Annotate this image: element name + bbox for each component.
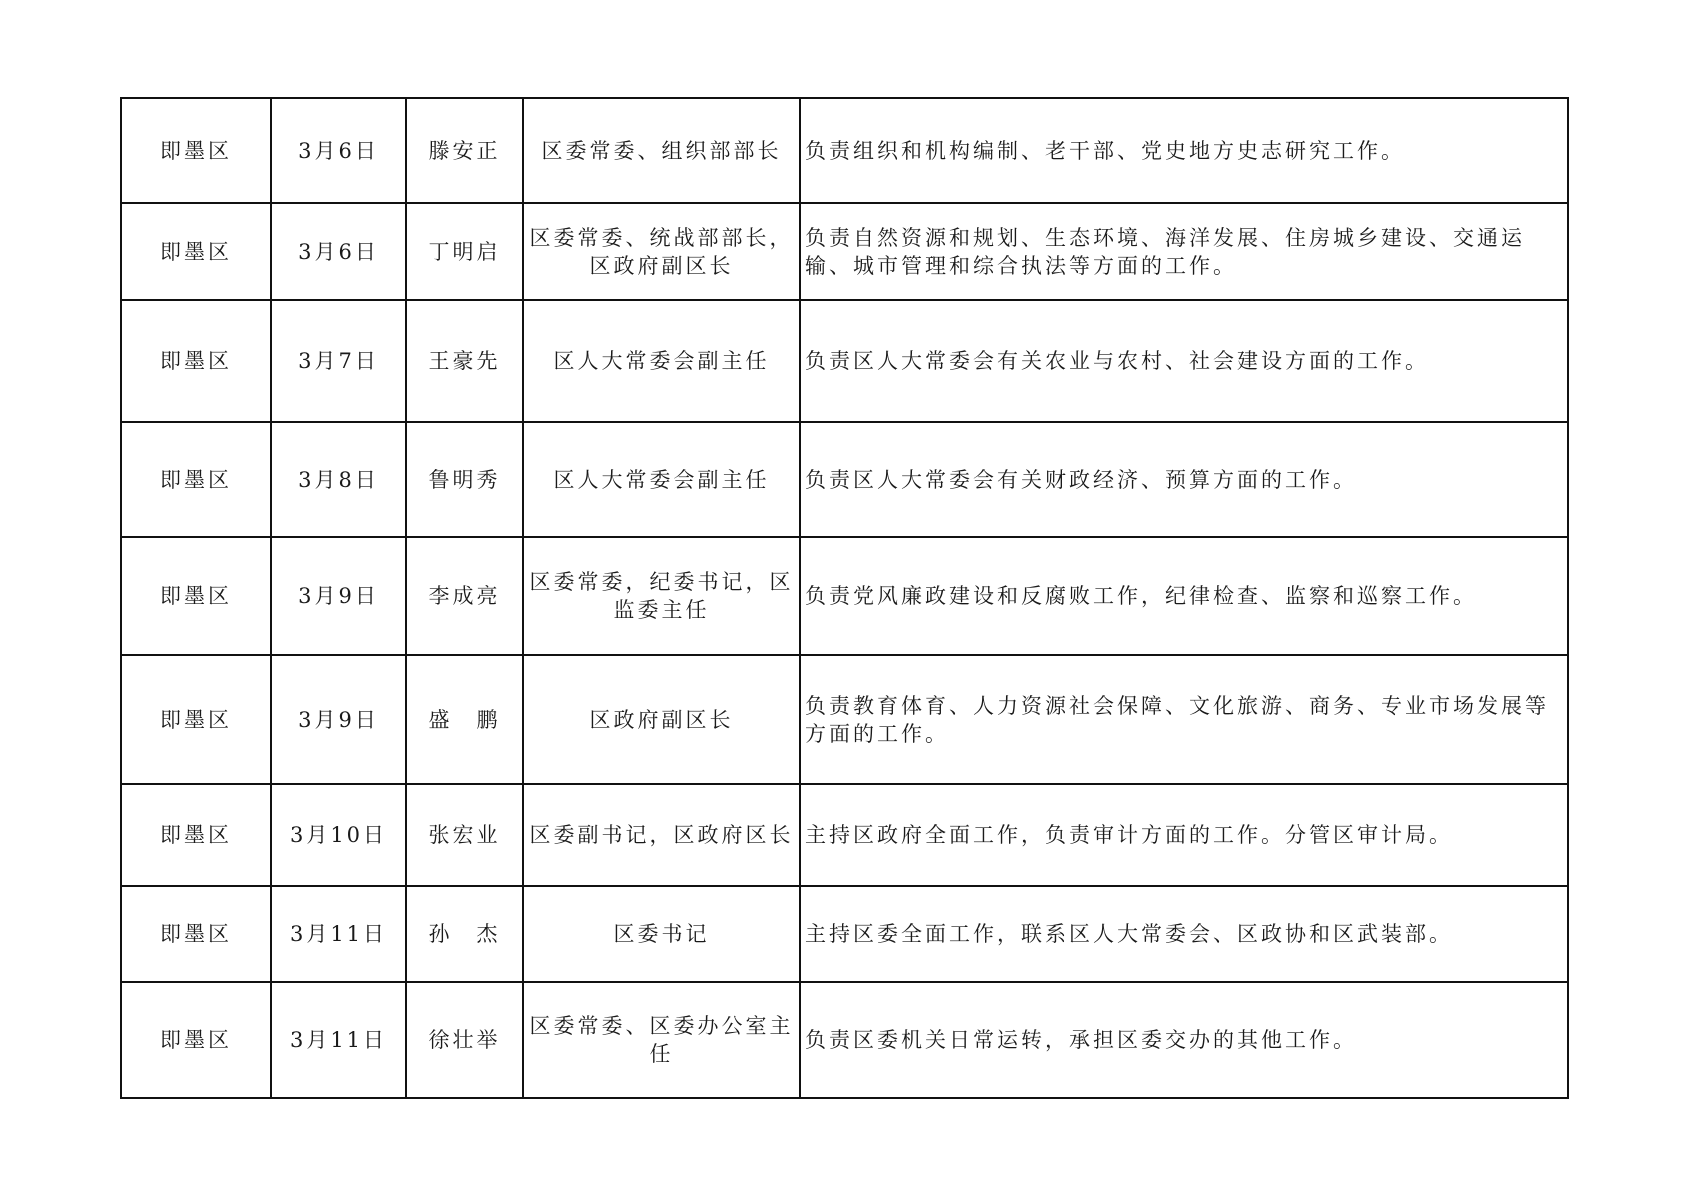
duty-cell: 负责区人大常委会有关财政经济、预算方面的工作。	[800, 422, 1568, 537]
date-cell: 3月9日	[271, 537, 406, 655]
district-cell: 即墨区	[121, 784, 271, 886]
name-cell: 徐壮举	[406, 982, 523, 1098]
duty-cell: 负责教育体育、人力资源社会保障、文化旅游、商务、专业市场发展等方面的工作。	[800, 655, 1568, 784]
duty-cell: 主持区政府全面工作，负责审计方面的工作。分管区审计局。	[800, 784, 1568, 886]
date-cell: 3月11日	[271, 982, 406, 1098]
position-cell: 区委常委、区委办公室主任	[523, 982, 800, 1098]
district-cell: 即墨区	[121, 886, 271, 982]
name-cell: 王豪先	[406, 300, 523, 422]
duty-cell: 负责区委机关日常运转，承担区委交办的其他工作。	[800, 982, 1568, 1098]
table-row	[121, 784, 1568, 886]
position-cell: 区政府副区长	[523, 655, 800, 784]
district-cell: 即墨区	[121, 300, 271, 422]
table-row	[121, 982, 1568, 1098]
table-row	[121, 300, 1568, 422]
district-cell: 即墨区	[121, 98, 271, 203]
position-cell: 区人大常委会副主任	[523, 300, 800, 422]
position-cell: 区委副书记，区政府区长	[523, 784, 800, 886]
district-cell: 即墨区	[121, 422, 271, 537]
duty-cell: 主持区委全面工作，联系区人大常委会、区政协和区武装部。	[800, 886, 1568, 982]
name-cell: 张宏业	[406, 784, 523, 886]
duty-cell: 负责区人大常委会有关农业与农村、社会建设方面的工作。	[800, 300, 1568, 422]
duty-cell: 负责自然资源和规划、生态环境、海洋发展、住房城乡建设、交通运输、城市管理和综合执法等方面的工作。	[800, 203, 1568, 300]
duty-cell: 负责党风廉政建设和反腐败工作，纪律检查、监察和巡察工作。	[800, 537, 1568, 655]
table-row	[121, 98, 1568, 203]
name-cell: 滕安正	[406, 98, 523, 203]
position-cell: 区委常委、组织部部长	[523, 98, 800, 203]
position-cell: 区人大常委会副主任	[523, 422, 800, 537]
date-cell: 3月9日	[271, 655, 406, 784]
table-row	[121, 203, 1568, 300]
name-cell: 李成亮	[406, 537, 523, 655]
date-cell: 3月7日	[271, 300, 406, 422]
date-cell: 3月8日	[271, 422, 406, 537]
officials-schedule-table	[120, 97, 1569, 1099]
district-cell: 即墨区	[121, 982, 271, 1098]
district-cell: 即墨区	[121, 203, 271, 300]
date-cell: 3月6日	[271, 98, 406, 203]
table-row	[121, 655, 1568, 784]
date-cell: 3月11日	[271, 886, 406, 982]
district-cell: 即墨区	[121, 655, 271, 784]
date-cell: 3月10日	[271, 784, 406, 886]
name-cell: 鲁明秀	[406, 422, 523, 537]
table-row	[121, 886, 1568, 982]
table-row	[121, 422, 1568, 537]
district-cell: 即墨区	[121, 537, 271, 655]
name-cell: 孙 杰	[406, 886, 523, 982]
position-cell: 区委书记	[523, 886, 800, 982]
position-cell: 区委常委、统战部部长，区政府副区长	[523, 203, 800, 300]
name-cell: 盛 鹏	[406, 655, 523, 784]
date-cell: 3月6日	[271, 203, 406, 300]
duty-cell: 负责组织和机构编制、老干部、党史地方史志研究工作。	[800, 98, 1568, 203]
position-cell: 区委常委，纪委书记，区监委主任	[523, 537, 800, 655]
name-cell: 丁明启	[406, 203, 523, 300]
table-row	[121, 537, 1568, 655]
